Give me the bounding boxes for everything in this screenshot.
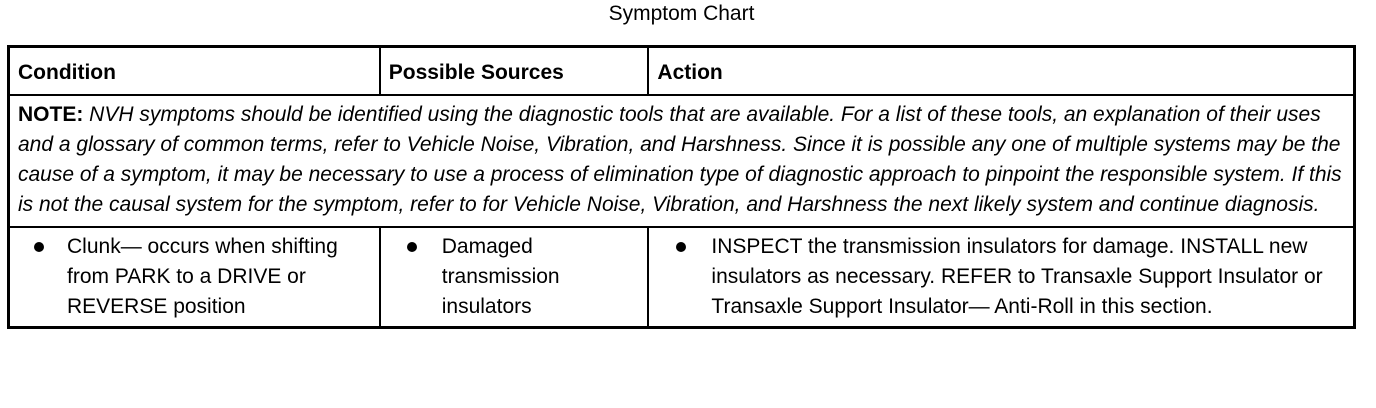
- condition-cell: [9, 227, 380, 328]
- condition-text: Clunk— occurs when shifting from PARK to a DRIVE or REVERSE position: [67, 235, 338, 318]
- header-condition: Condition: [9, 47, 380, 96]
- note-row: [9, 95, 1355, 227]
- symptom-table: [7, 45, 1356, 329]
- source-text: Damaged transmission insulators: [441, 235, 560, 318]
- bullet-icon: [676, 242, 686, 252]
- note-text: NVH symptoms should be identified using the diagnostic tools that are available. For a list of these tools, an explanation of their uses and a glossary of common terms, refer to Vehicle Noise, Vibration, and Harshness. Since it is possible any one of multiple systems may be the cause of a symptom, it may be necessary to use a process of elimination type of diagnostic approach to pinpoint the responsible system. If this is not the causal system for the symptom, refer to for Vehicle Noise, Vibration, and Harshness the next likely system and continue diagnosis.: [18, 103, 1342, 216]
- table-row: [9, 227, 1355, 328]
- source-cell: [380, 227, 649, 328]
- header-possible-sources: Possible Sources: [380, 47, 649, 96]
- note-cell: [9, 95, 1355, 227]
- bullet-icon: [34, 242, 44, 252]
- action-cell: [648, 227, 1354, 328]
- action-text: INSPECT the transmission insulators for damage. INSTALL new insulators as necessary. REFER to Transaxle Support Insulator or Transaxle Support Insulator— Anti-Roll in this section.: [711, 235, 1323, 318]
- header-row: [9, 47, 1355, 96]
- note-label: NOTE:: [18, 103, 84, 126]
- bullet-icon: [407, 242, 417, 252]
- header-action: Action: [648, 47, 1354, 96]
- chart-title: Symptom Chart: [608, 2, 755, 25]
